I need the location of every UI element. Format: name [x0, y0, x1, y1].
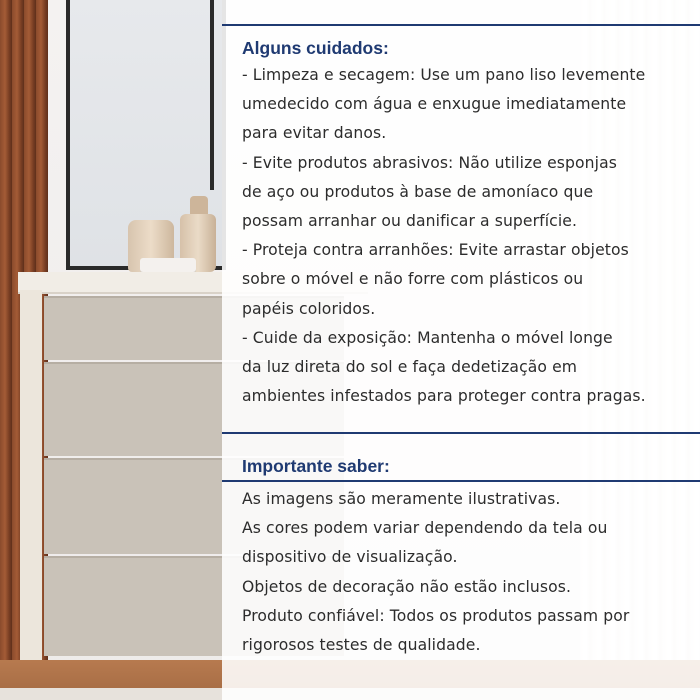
important-line: As cores podem variar dependendo da tela ou	[242, 519, 608, 538]
important-line: dispositivo de visualização.	[242, 548, 458, 567]
care-line: papéis coloridos.	[242, 299, 376, 318]
important-line: As imagens são meramente ilustrativas.	[242, 490, 561, 508]
care-line: ambientes infestados para proteger contra pragas.	[242, 387, 646, 406]
important-line: rigorosos testes de qualidade.	[242, 636, 481, 655]
care-line: da luz direta do sol e faça dedetização em	[242, 358, 578, 377]
dresser-side	[20, 290, 42, 660]
care-line: - Limpeza e secagem: Use um pano liso levemente	[242, 66, 646, 84]
care-line: - Proteja contra arranhões: Evite arrastar objetos	[242, 241, 629, 260]
important-divider	[222, 480, 700, 482]
care-line: - Cuide da exposição: Mantenha o móvel longe	[242, 328, 613, 347]
important-section	[242, 455, 682, 477]
top-divider	[222, 24, 700, 26]
care-lines	[242, 61, 682, 411]
important-line: Produto confiável: Todos os produtos passam por	[242, 606, 630, 625]
middle-divider	[222, 432, 700, 434]
important-line: Objetos de decoração não estão inclusos.	[242, 577, 572, 596]
care-line: umedecido com água e enxugue imediatamente	[242, 95, 627, 114]
important-lines	[242, 485, 682, 660]
care-line: possam arranhar ou danificar a superfície.	[242, 212, 578, 231]
important-title: Importante saber:	[242, 456, 390, 476]
care-line: de aço ou produtos à base de amoníaco que	[242, 182, 594, 201]
care-title: Alguns cuidados:	[242, 38, 389, 58]
mirror-frame	[210, 0, 214, 190]
care-line: sobre o móvel e não forre com plásticos ou	[242, 270, 584, 289]
care-section	[242, 37, 682, 411]
care-line: para evitar danos.	[242, 124, 387, 143]
care-line: - Evite produtos abrasivos: Não utilize esponjas	[242, 153, 617, 172]
decor-dish	[140, 258, 196, 272]
